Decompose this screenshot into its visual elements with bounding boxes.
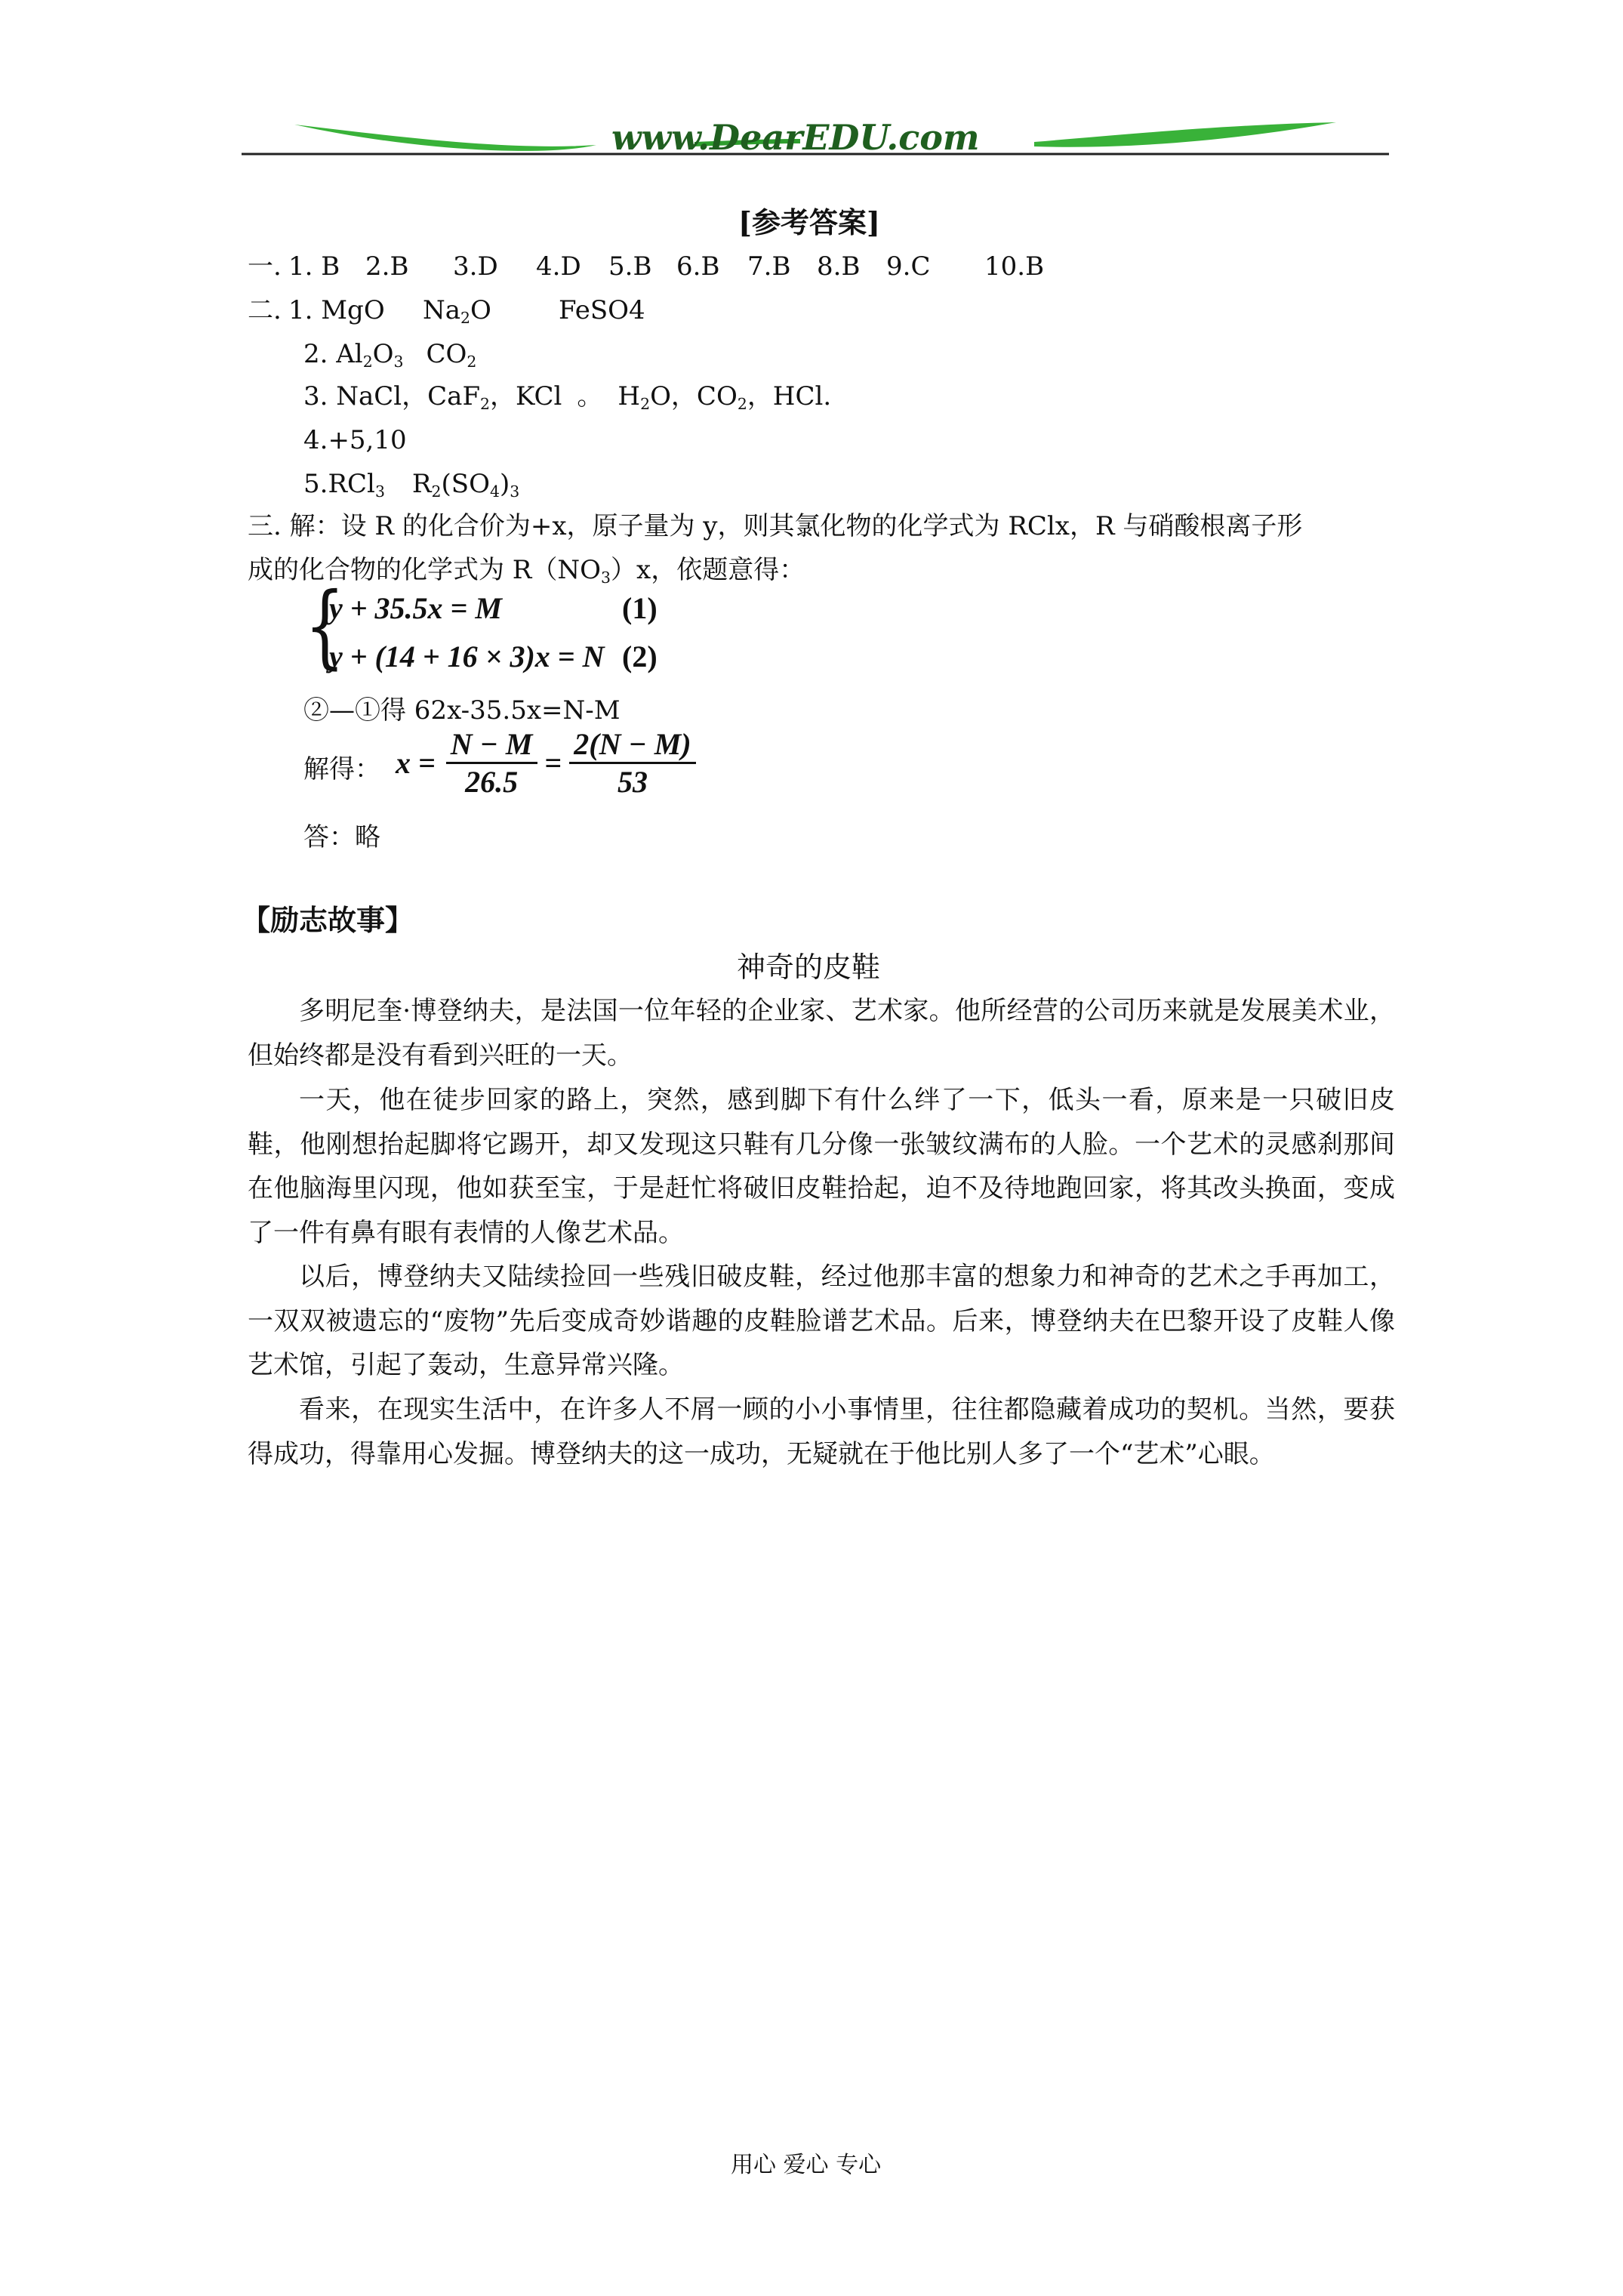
section-2-number: 二. (248, 295, 282, 325)
story-title: 神奇的皮鞋 (737, 951, 881, 984)
answer-item: 7.B (747, 251, 791, 282)
answer-2-1b: $Na_2O$ (423, 295, 491, 328)
fraction-1: $\frac{N - M}{26.5}$ (446, 726, 537, 800)
solve-label: 解得： (303, 754, 380, 784)
equation-brace: { (304, 574, 345, 679)
equals-sign: = (544, 746, 562, 780)
header-logo (242, 98, 1389, 174)
answer-item: 5.B (608, 251, 652, 282)
logo-text: www.DearEDU.com (611, 117, 980, 158)
answer-item: 3.D (453, 251, 498, 282)
answers-title: [参考答案] (738, 205, 880, 239)
answer-item: 1. B (288, 251, 340, 282)
story-paragraph-4: 看来，在现实生活中，在许多人不屑一顾的小小事情里，往往都隐藏着成功的契机。当然，要获得成功，得靠用心发掘。博登纳夫的这一成功，无疑就在于他比别人多了一个“艺术”心眼。 (248, 1395, 1395, 1469)
story-paragraph-1: 多明尼奎·博登纳夫，是法国一位年轻的企业家、艺术家。他所经营的公司历来就是发展美术业，但始终都是没有看到兴旺的一天。 (248, 996, 1395, 1071)
answer-item: 4.D (536, 251, 581, 282)
solution-formula (396, 726, 696, 800)
answer-2-2: 2. $Al_2O_3$ $CO_2$ (303, 339, 477, 371)
solve-x: x = (396, 746, 436, 780)
story-section-heading: 【励志故事】 (242, 903, 414, 937)
answer-2-4: 4.+5,10 (303, 425, 407, 455)
equation-2: y + (14 + 16 × 3)x = N (329, 639, 605, 673)
answer-3-line-1: 三. 解：设 R 的化合价为+x，原子量为 y，则其氯化物的化学式为 RClx，R 与硝酸根离子形 (248, 511, 1303, 541)
answer-item: 6.B (676, 251, 720, 282)
answer-2-1a: 1. MgO (288, 295, 385, 325)
equation-1-tag: (1) (622, 591, 658, 625)
fraction-2: $\frac{2(N - M)}{53}$ (569, 726, 695, 800)
answer-item: 8.B (817, 251, 861, 282)
answer-2-5: 5.RCl$_3$ $R_2(SO_4)_3$ (303, 469, 520, 501)
answer-item: 9.C (886, 251, 931, 282)
solution-step: ②—①得 62x-35.5x=N-M (303, 695, 621, 726)
section-1-number: 一. (248, 251, 282, 282)
answer-2-1c: FeSO4 (559, 295, 645, 325)
answer-item: 2.B (365, 251, 409, 282)
logo-swoosh-icon (242, 98, 1389, 174)
answer-3-line-2: 成的化合物的化学式为 $R(NO_3)x$，依题意得： (248, 555, 805, 587)
answer-2-3: 3. NaCl，CaF$_2$，KCl 。 $H_2O$，$CO_2$，HCl. (303, 381, 832, 414)
equation-1: y + 35.5x = M (329, 591, 502, 625)
answer-note: 答：略 (303, 822, 380, 852)
page-footer: 用心 爱心 专心 (731, 2152, 882, 2178)
story-paragraph-3: 以后，博登纳夫又陆续捡回一些残旧破皮鞋，经过他那丰富的想象力和神奇的艺术之手再加工，一双双被遗忘的“废物”先后变成奇妙谐趣的皮鞋脸谱艺术品。后来，博登纳夫在巴黎开设了皮鞋人像艺术馆，引起了轰动，生意异常兴隆。 (248, 1262, 1395, 1380)
answer-item: 10.B (984, 251, 1045, 282)
equation-2-tag: (2) (622, 639, 658, 673)
story-paragraph-2: 一天，他在徒步回家的路上，突然，感到脚下有什么绊了一下，低头一看，原来是一只破旧皮鞋，他刚想抬起脚将它踢开，却又发现这只鞋有几分像一张皱纹满布的人脸。一个艺术的灵感刹那间在他脑海里闪现，他如获至宝，于是赶忙将破旧皮鞋拾起，迫不及待地跑回家，将其改头换面，变成了一件有鼻有眼有表情的人像艺术品。 (248, 1085, 1395, 1248)
